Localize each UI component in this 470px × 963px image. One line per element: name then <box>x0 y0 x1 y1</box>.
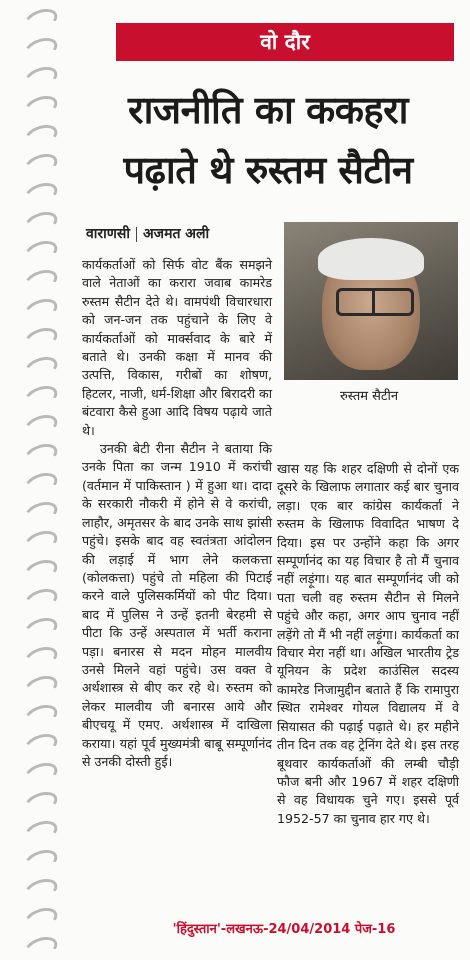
spiral-ring <box>22 643 61 673</box>
column1-paragraph-2: उनकी बेटी रीना सैटीन ने बताया कि उनके पिता का जन्म 1910 में करांची (वर्तमान में पाकिस्तान ) में हुआ था। दादा के सरकारी नौकरी में होने से वे करांची, लाहौर, अमृतसर के बाद उनके साथ झांसी पहुंचे। इसके बाद वह स्वतंत्रता आंदोलन की लड़ाई में भाग लेने कलकत्ता (कोलकत्ता) पहुंचे तो महिला की पिटाई करने वाले पुलिसकर्मियों को पीट दिया। बाद में पुलिस ने उन्हें इतनी बेरहमी से पीटा कि उन्हें अस्पताल में भर्ती कराना पड़ा। बनारस से मदन मोहन मालवीय उनसे मिलने वहां पहुंचे। उस वक्त वे अर्थशास्त्र से बीए कर रहे थे। रुस्तम को लेकर मालवीय जी बनारस आये और बीएचयू में एमए. अर्थशास्त्र में दाखिला कराया। यहां पूर्व मुख्यमंत्री बाबू सम्पूर्णानंद से उनकी दोस्ती हुई। <box>82 441 272 769</box>
photo-caption: रुस्तम सैटीन <box>340 389 399 404</box>
spiral-ring <box>22 324 61 354</box>
spiral-ring <box>22 933 61 963</box>
spiral-ring <box>22 730 61 760</box>
portrait-glasses <box>336 288 414 316</box>
headline <box>70 80 466 200</box>
spiral-ring <box>22 527 61 557</box>
spiral-ring <box>22 150 61 180</box>
spiral-ring <box>22 672 61 702</box>
spiral-ring <box>22 614 61 644</box>
spiral-ring <box>22 556 61 586</box>
portrait-hair <box>318 238 424 280</box>
source-citation: 'हिंदुस्तान'-लखनऊ-24/04/2014 पेज-16 <box>172 922 396 937</box>
spiral-ring <box>22 382 61 412</box>
spiral-ring <box>22 208 61 238</box>
spiral-ring <box>22 817 61 847</box>
spiral-ring <box>22 498 61 528</box>
article-column-1 <box>82 256 272 771</box>
byline-separator <box>136 227 137 242</box>
spiral-ring <box>22 179 61 209</box>
spiral-ring <box>22 34 61 64</box>
spiral-ring <box>22 411 61 441</box>
article-column-2 <box>277 460 459 828</box>
spiral-ring <box>22 440 61 470</box>
spiral-ring <box>22 846 61 876</box>
spiral-ring <box>22 585 61 615</box>
section-label-text: वो दौर <box>260 30 310 54</box>
spiral-ring <box>22 121 61 151</box>
byline-place: वाराणसी <box>86 226 130 242</box>
spiral-ring <box>22 5 61 35</box>
spiral-ring <box>22 875 61 905</box>
spiral-ring <box>22 788 61 818</box>
headline-line-1: राजनीति का ककहरा <box>128 88 408 132</box>
byline <box>86 224 209 243</box>
column1-paragraph-1: कार्यकर्ताओं को सिर्फ वोट बैंक समझने वाले नेताओं का करारा जवाब कामरेड रुस्तम सैटीन देते थे। वामपंथी विचारधारा को जन-जन तक पहुंचाने के लिए वे कार्यकर्ताओं को मार्क्सवाद के बारे में बताते थे। उनकी कक्षा में मानव की उत्पत्ति, विकास, गरीबों का शोषण, हिटलर, नाजी, धर्म-शिक्षा और बिरादरी का बंटवारा कैसे हुआ आदि विषय पढ़ाये जाते थे। <box>82 257 272 438</box>
notebook-spiral-binding <box>0 0 62 960</box>
spiral-ring <box>22 63 61 93</box>
column2-paragraph-1: खास यह कि शहर दक्षिणी से दोनों एक दूसरे के खिलाफ लगातार कई बार चुनाव लड़ा। एक बार कांग्रेस कार्यकर्ता ने रुस्तम के खिलाफ विवादित भाषण दे दिया। इस पर उन्होंने कहा कि अगर सम्पूर्णानंद का यह विचार है तो मैं चुनाव नहीं लड़ूंगा। यह बात सम्पूर्णानंद जी को पता चली वह रुस्तम सैटीन से मिलने पहुंचे और कहा, अगर आप चुनाव नहीं लड़ेंगे तो मैं भी नहीं लड़ूंगा। कार्यकर्ता का विचार मेरा नहीं था। अखिल भारतीय ट्रेड यूनियन के प्रदेश काउंसिल सदस्य कामरेड निजामुद्दीन बताते हैं कि रामापुरा स्थित रामेश्वर गोयल विद्यालय में वे सियासत की पढ़ाई पढ़ाते थे। हर महीने तीन दिन तक वह ट्रेनिंग देते थे। इस तरह बूथवार कार्यकर्ताओं की लम्बी चौड़ी फौज बनी और 1967 में शहर दक्षिणी से वह विधायक चुने गए। इससे पूर्व 1952-57 का चुनाव हार गए थे। <box>277 461 459 826</box>
spiral-ring <box>22 701 61 731</box>
spiral-ring <box>22 904 61 934</box>
spiral-ring <box>22 295 61 325</box>
spiral-ring <box>22 759 61 789</box>
spiral-ring <box>22 469 61 499</box>
portrait-photo <box>284 222 458 380</box>
byline-author: अजमत अली <box>142 226 210 242</box>
headline-line-2: पढ़ाते थे रुस्तम सैटीन <box>123 148 413 192</box>
spiral-ring <box>22 92 61 122</box>
spiral-ring <box>22 237 61 267</box>
spiral-ring <box>22 353 61 383</box>
section-label <box>116 23 454 61</box>
spiral-ring <box>22 266 61 296</box>
